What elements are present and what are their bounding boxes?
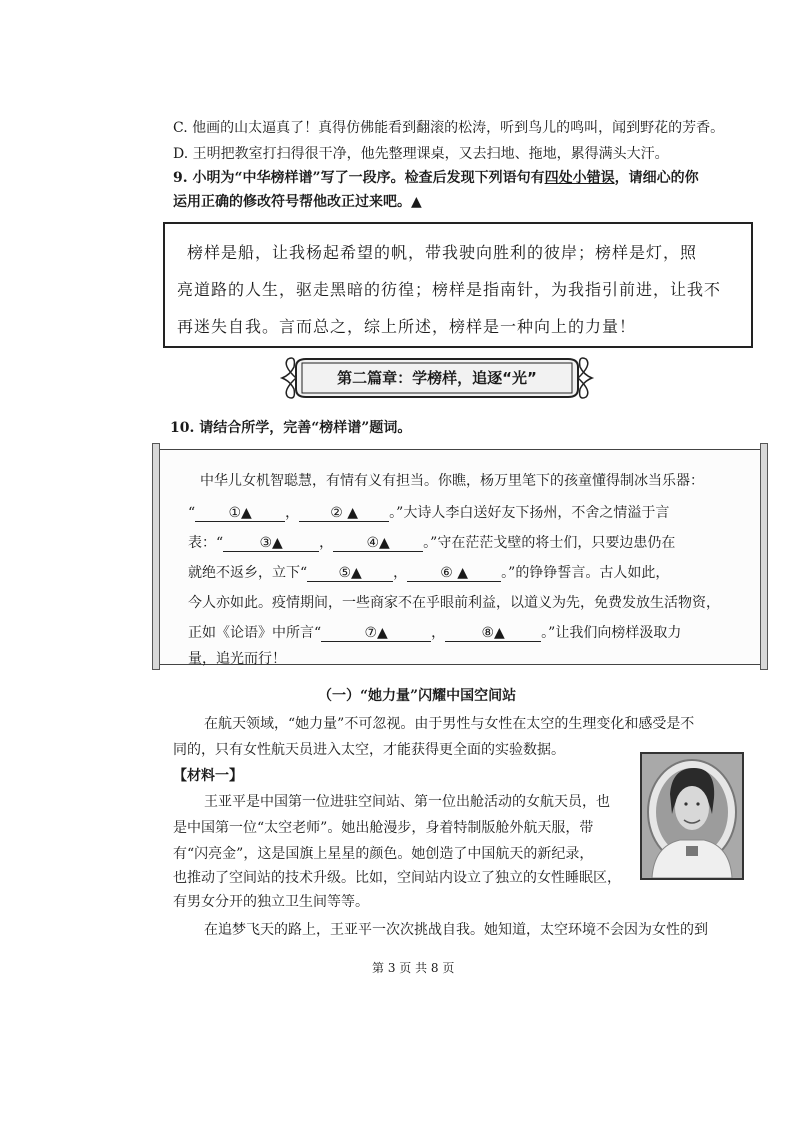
text: 。”让我们向榜样汲取力 xyxy=(541,625,682,641)
q10-line: 量，追光而行！ xyxy=(188,651,286,667)
intro-line: 同的，只有女性航天员进入太空，才能获得更全面的实验数据。 xyxy=(173,742,565,758)
q9-passage-box xyxy=(163,222,753,348)
astronaut-photo xyxy=(640,752,744,880)
material-line: 王亚平是中国第一位进驻空间站、第一位出舱活动的女航天员，也 xyxy=(204,794,610,810)
q10-line: 中华儿女机智聪慧，有情有义有担当。你瞧，杨万里笔下的孩童懂得制冰当乐器： xyxy=(200,473,704,489)
text: ， xyxy=(319,535,334,551)
text: 正如《论语》中所言“ xyxy=(188,625,322,641)
scroll-paper xyxy=(160,449,760,665)
blank-2[interactable]: ② ▲ xyxy=(299,505,389,522)
blank-5[interactable]: ⑤▲ xyxy=(307,565,393,582)
text: 。”大诗人李白送好友下扬州，不舍之情溢于言 xyxy=(389,505,670,521)
scroll-rod-left xyxy=(152,443,160,670)
text: 。”守在茫茫戈壁的将士们，只要边患仍在 xyxy=(423,535,676,551)
chapter-banner xyxy=(278,355,596,401)
blank-8[interactable]: ⑧▲ xyxy=(445,625,541,642)
astronaut-image xyxy=(642,754,742,878)
text: ， xyxy=(431,625,446,641)
option-d: D. 王明把教室打扫得很干净，他先整理课桌，又去扫地、拖地，累得满头大汗。 xyxy=(173,146,669,162)
q10-line xyxy=(188,532,675,552)
q10-line xyxy=(188,562,669,582)
q10-line: 今人亦如此。疫情期间，一些商家不在乎眼前利益，以道义为先，免费发放生活物资， xyxy=(188,595,720,611)
q10-line xyxy=(188,502,669,522)
text: ， xyxy=(285,505,300,521)
text: ， xyxy=(393,565,408,581)
material-last-line: 在追梦飞天的路上，王亚平一次次挑战自我。她知道，太空环境不会因为女性的到 xyxy=(204,922,708,938)
material-line: 也推动了空间站的技术升级。比如，空间站内设立了独立的女性睡眠区， xyxy=(173,870,621,886)
text: 。”的铮铮誓言。古人如此， xyxy=(501,565,670,581)
blank-7[interactable]: ⑦▲ xyxy=(321,625,431,642)
blank-6[interactable]: ⑥ ▲ xyxy=(407,565,501,582)
chapter-title: 第二篇章：学榜样，追逐“光” xyxy=(337,369,537,387)
question-9-prompt xyxy=(173,168,699,188)
material-label: 【材料一】 xyxy=(173,768,243,784)
q9-prompt-b: ，请细心的你 xyxy=(614,170,699,186)
scroll-rod-right xyxy=(760,443,768,670)
option-c: C. 他画的山太逼真了！真得仿佛能看到翻滚的松涛，听到鸟儿的鸣叫，闻到野花的芳香。 xyxy=(173,120,725,136)
blank-4[interactable]: ④▲ xyxy=(333,535,423,552)
q9-passage-line: 榜样是船，让我杨起希望的帆，带我驶向胜利的彼岸；榜样是灯，照 xyxy=(187,243,698,262)
q10-line xyxy=(188,622,681,642)
question-9-prompt-line2: 运用正确的修改符号帮他改正过来吧。▲ xyxy=(173,194,422,210)
q9-passage-line: 再迷失自我。言而总之，综上所述，榜样是一种向上的力量！ xyxy=(177,317,637,336)
material-line: 有男女分开的独立卫生间等等。 xyxy=(173,894,369,910)
q9-prompt-a: 9. 小明为“中华榜样谱”写了一段序。检查后发现下列语句有 xyxy=(173,170,545,186)
intro-line: 在航天领域，“她力量”不可忽视。由于男性与女性在太空的生理变化和感受是不 xyxy=(204,716,695,732)
section-heading: （一）“她力量”闪耀中国空间站 xyxy=(318,688,517,704)
material-line: 是中国第一位“太空老师”。她出舱漫步，身着特制版舱外航天服，带 xyxy=(173,820,594,836)
question-10-prompt: 10. 请结合所学，完善“榜样谱”题词。 xyxy=(170,420,412,436)
blank-3[interactable]: ③▲ xyxy=(223,535,319,552)
text: 表：“ xyxy=(188,535,224,551)
text: “ xyxy=(188,505,196,521)
scroll-frame xyxy=(152,443,768,670)
q9-passage-line: 亮道路的人生，驱走黑暗的彷徨；榜样是指南针，为我指引前进，让我不 xyxy=(177,280,722,299)
page-number: 第 3 页 共 8 页 xyxy=(372,961,455,975)
blank-1[interactable]: ①▲ xyxy=(195,505,285,522)
q9-prompt-underlined: 四处小错误 xyxy=(544,170,615,186)
material-line: 有“闪亮金”，这是国旗上星星的颜色。她创造了中国航天的新纪录， xyxy=(173,846,594,862)
text: 就绝不返乡，立下“ xyxy=(188,565,308,581)
